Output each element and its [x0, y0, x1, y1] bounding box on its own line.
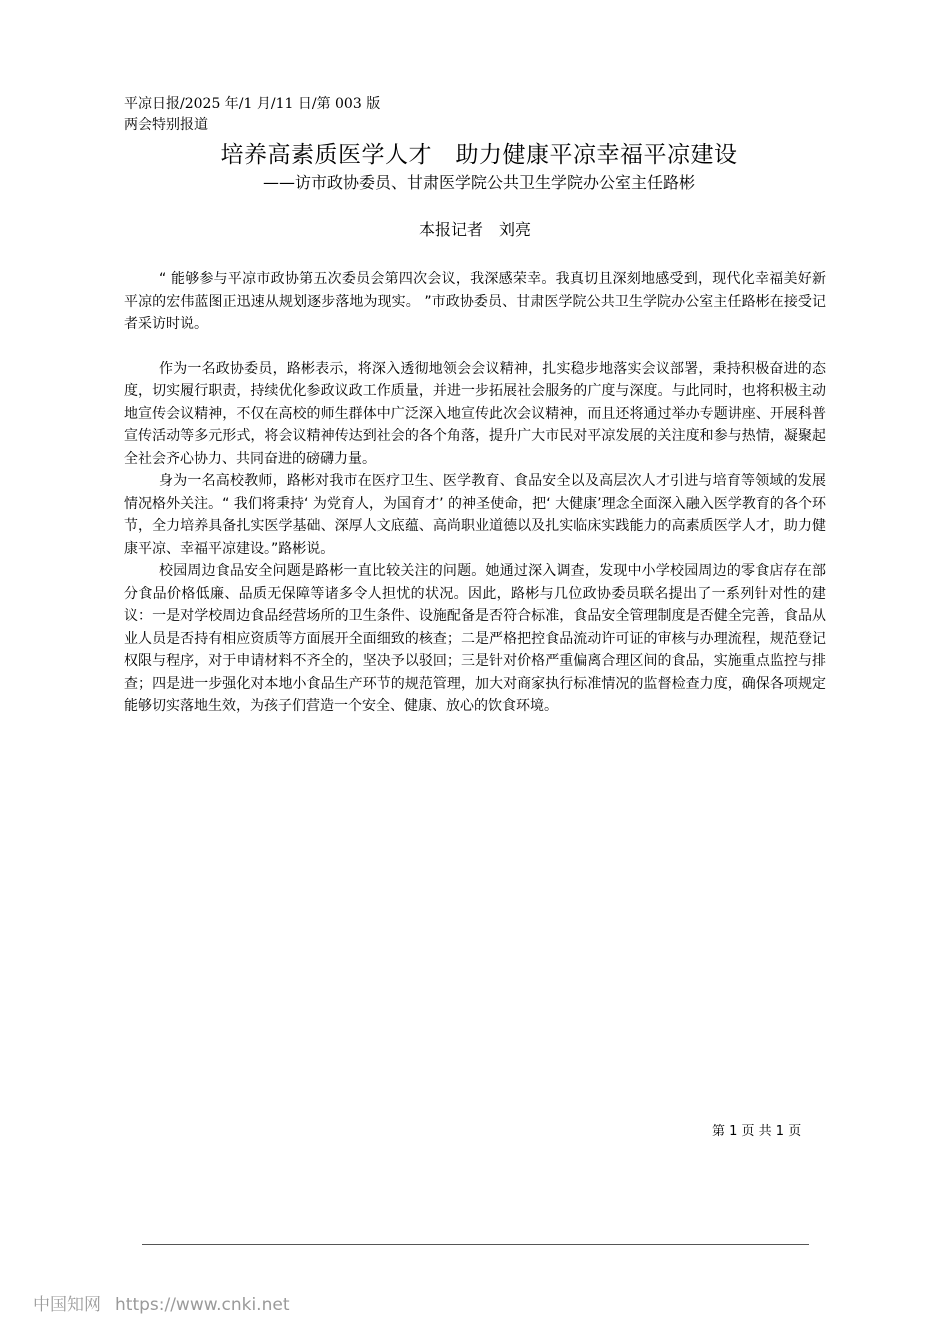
article-title: 培养高素质医学人才 助力健康平凉幸福平凉建设 [220, 142, 738, 168]
article-subtitle: ——访市政协委员、甘肃医学院公共卫生学院办公室主任路彬 [262, 173, 695, 192]
paragraph: 身为一名高校教师，路彬对我市在医疗卫生、医学教育、食品安全以及高层次人才引进与培育等领域的发展情况格外关注。“ 我们将秉持‘ 为党育人，为国育才’ 的神圣使命，把‘ 大健康’理念全面深入融入医学教育的各个环节，全力培养具备扎实医学基础、深厚人文底蕴、高尚职业道德以及扎实临床实践能力的高素质医学人才，助力健康平凉、幸福平凉建设。”路彬说。 [124, 473, 826, 557]
cnki-watermark [33, 1294, 289, 1316]
paragraph: “ 能够参与平凉市政协第五次委员会第四次会议，我深感荣幸。我真切且深刻地感受到，现代化幸福美好新平凉的宏伟蓝图正迅速从规划逐步落地为现实。 ”市政协委员、甘肃医学院公共卫生学院办公室主任路彬在接受记者采访时说。 [124, 271, 826, 332]
paragraph: 校园周边食品安全问题是路彬一直比较关注的问题。她通过深入调查，发现中小学校园周边的零食店存在部分食品价格低廉、品质无保障等诸多令人担忧的状况。因此，路彬与几位政协委员联名提出了一系列针对性的建议：一是对学校周边食品经营场所的卫生条件、设施配备是否符合标准，食品安全管理制度是否健全完善，食品从业人员是否持有相应资质等方面展开全面细致的核查；二是严格把控食品流动许可证的审核与办理流程，规范登记权限与程序，对于申请材料不齐全的，坚决予以驳回；三是针对价格严重偏离合理区间的食品，实施重点监控与排查；四是进一步强化对本地小食品生产环节的规范管理，加大对商家执行标准情况的监督检查力度，确保各项规定能够切实落地生效，为孩子们营造一个安全、健康、放心的饮食环境。 [124, 563, 826, 714]
watermark-brand: 中国知网 [33, 1295, 101, 1315]
source-line: 平凉日报/2025 年/1 月/11 日/第 003 版两会特别报道 [124, 96, 381, 133]
page-number: 第 1 页 共 1 页 [712, 1124, 802, 1139]
byline: 本报记者 刘亮 [418, 220, 531, 239]
paragraph: 作为一名政协委员，路彬表示，将深入透彻地领会会议精神，扎实稳步地落实会议部署，秉持积极奋进的态度，切实履行职责，持续优化参政议政工作质量，并进一步拓展社会服务的广度与深度。与此同时，也将积极主动地宣传会议精神，不仅在高校的师生群体中广泛深入地宣传此次会议精神，而且还将通过举办专题讲座、开展科普宣传活动等多元形式，将会议精神传达到社会的各个角落，提升广大市民对平凉发展的关注度和参与热情，凝聚起全社会齐心协力、共同奋进的磅礴力量。 [124, 360, 826, 467]
footer-divider [142, 1244, 809, 1245]
article-body [124, 268, 826, 718]
watermark-url: https://www.cnki.net [115, 1295, 290, 1315]
